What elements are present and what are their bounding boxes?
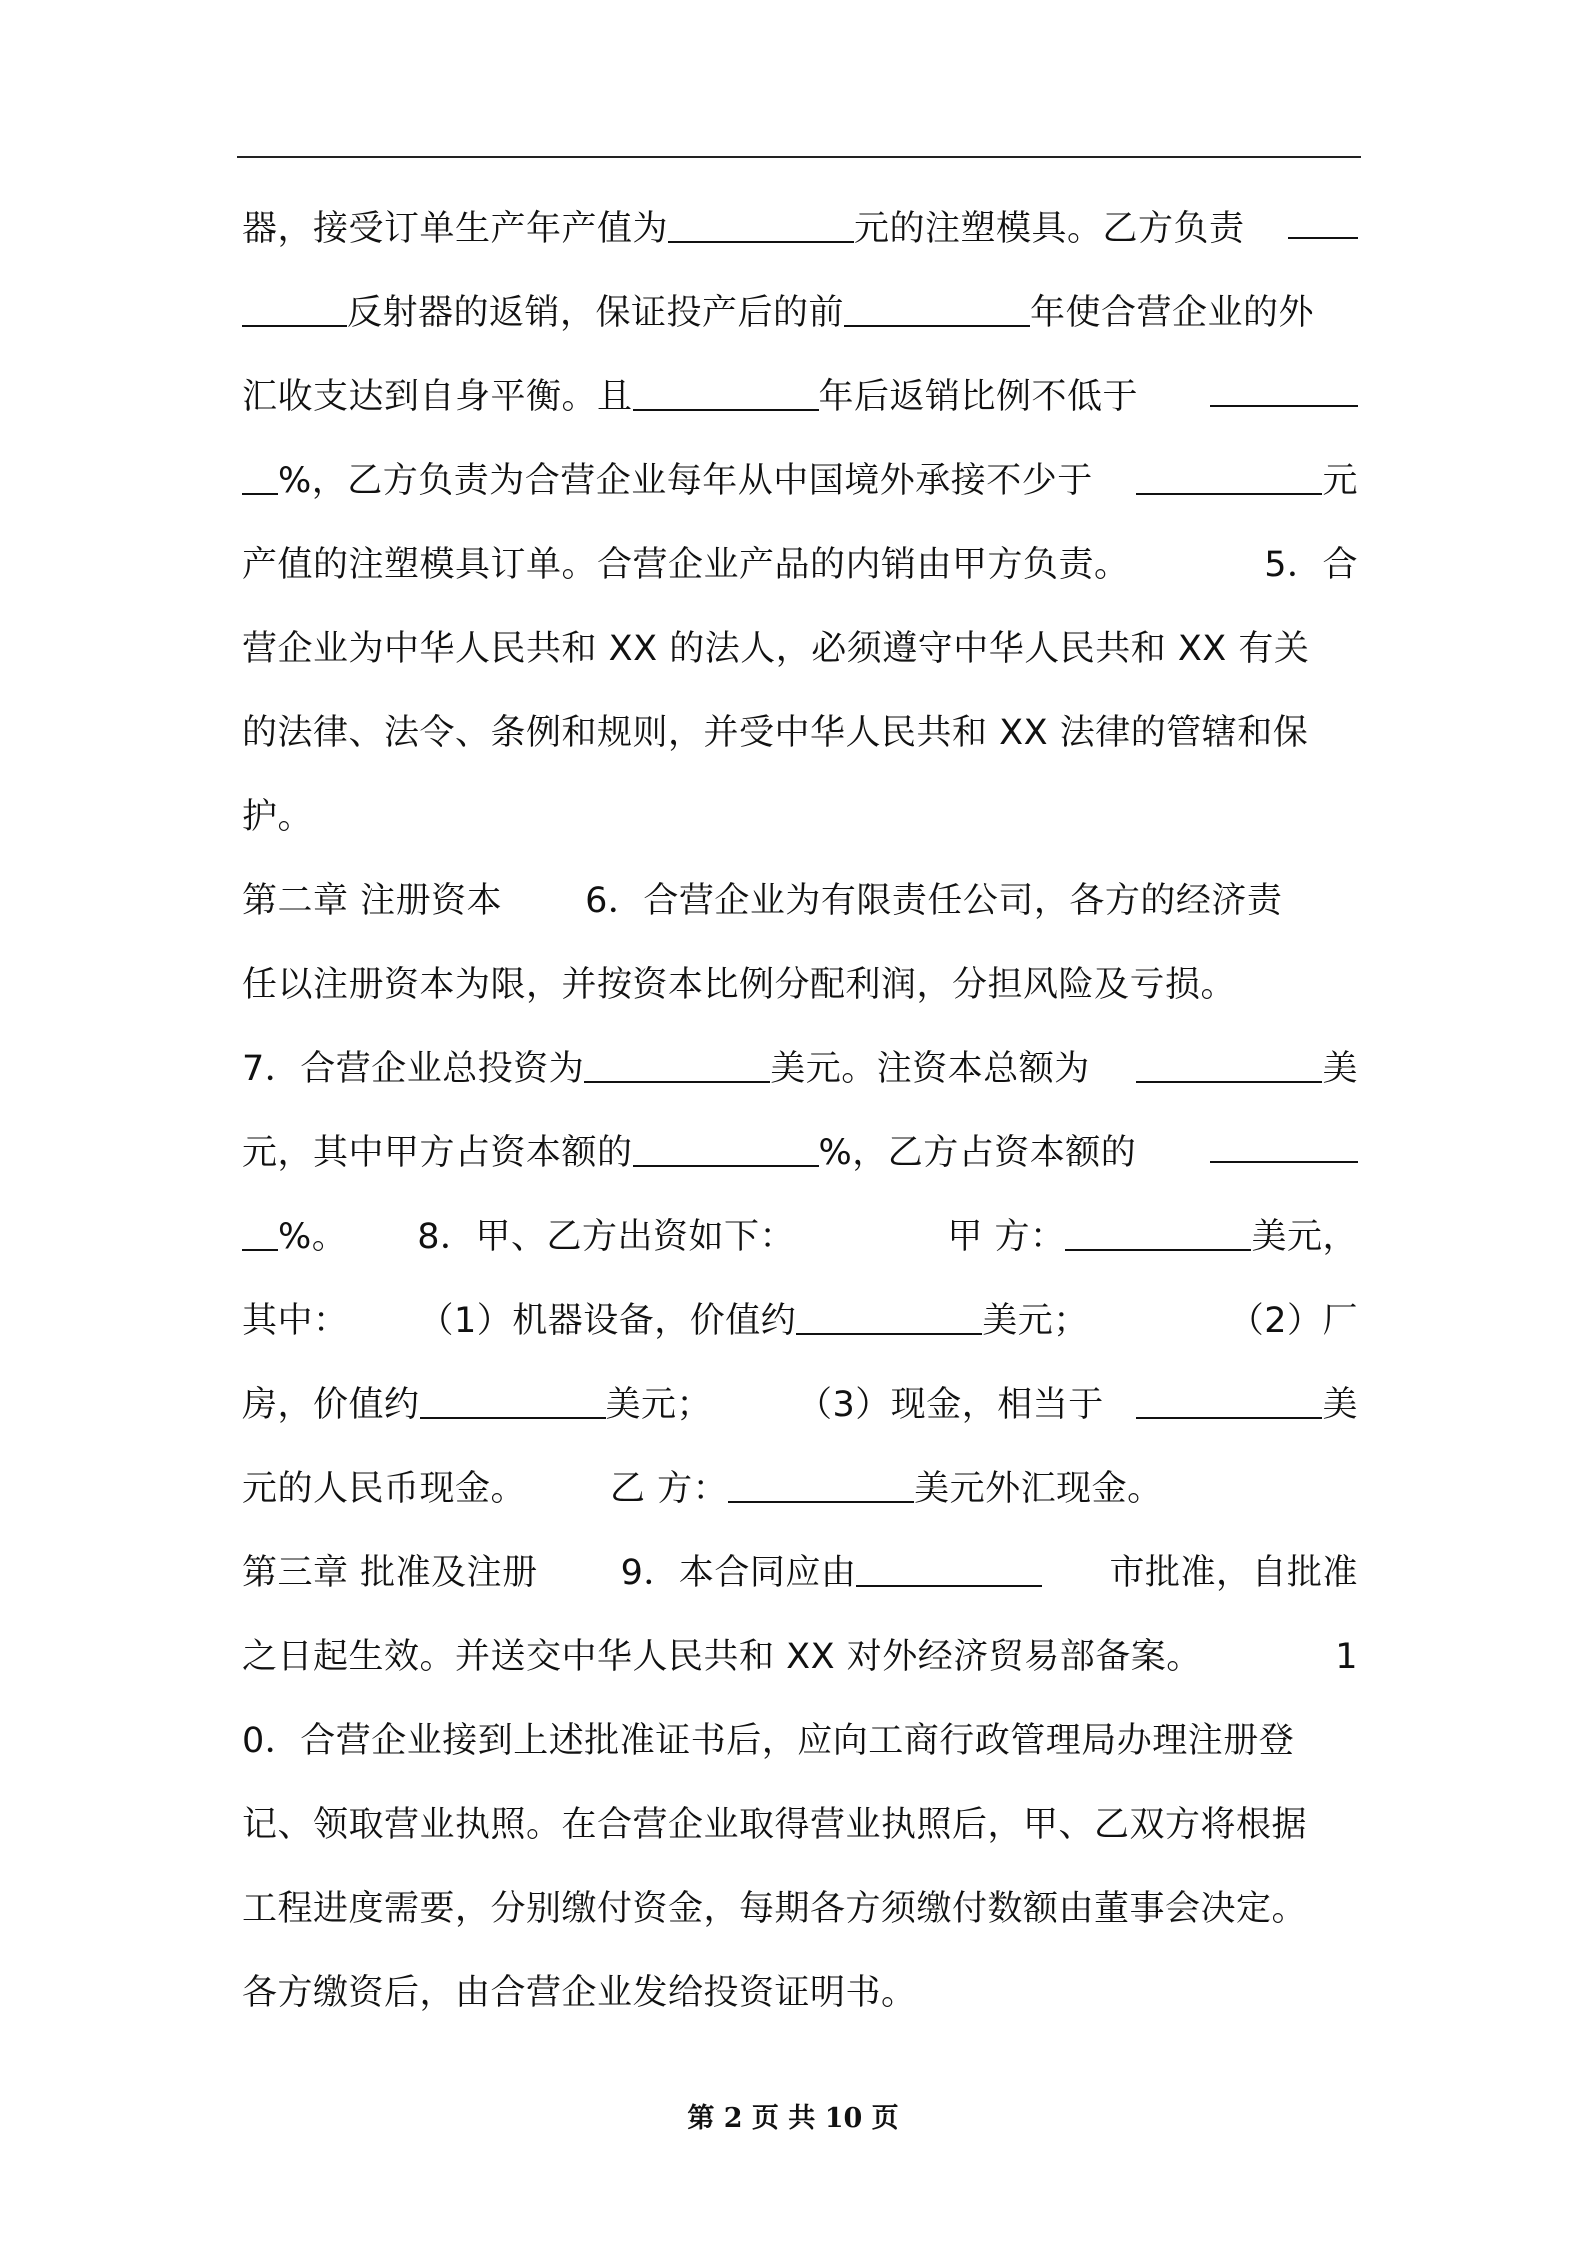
text-line: 反射器的返销，保证投产后的前 年使合营企业的外 (242, 283, 1358, 343)
text-line: 的法律、法令、条例和规则，并受中华人民共和 XX 法律的管辖和保 (242, 713, 1309, 753)
chapter-heading-line: 第三章 批准及注册 9．本合同应由 市批准，自批准 (242, 1543, 1358, 1603)
text-line: 器，接受订单生产年产值为 元的注塑模具。乙方负责 (242, 199, 1358, 259)
text-line: 营企业为中华人民共和 XX 的法人，必须遵守中华人民共和 XX 有关 (242, 629, 1310, 669)
text-line: 元，其中甲方占资本额的 %，乙方占资本额的 (242, 1123, 1358, 1183)
text-line: 任以注册资本为限，并按资本比例分配利润，分担风险及亏损。 (242, 965, 1237, 1005)
text-line: 房，价值约 美元； （3）现金，相当于 美 (242, 1375, 1358, 1435)
text-line: %，乙方负责为合营企业每年从中国境外承接不少于 元 (242, 451, 1358, 511)
chapter-heading-line: 第二章 注册资本 6．合营企业为有限责任公司，各方的经济责 (242, 881, 1283, 921)
header-rule (237, 156, 1361, 158)
text-line: 各方缴资后，由合营企业发给投资证明书。 (242, 1973, 917, 2013)
text-line: 记、领取营业执照。在合营企业取得营业执照后，甲、乙双方将根据 (242, 1805, 1308, 1845)
text-line: 之日起生效。并送交中华人民共和 XX 对外经济贸易部备案。 1 (242, 1637, 1358, 1677)
text-line: 0．合营企业接到上述批准证书后，应向工商行政管理局办理注册登 (242, 1721, 1295, 1761)
text-line: 元的人民币现金。 乙 方： 美元外汇现金。 (242, 1459, 1358, 1519)
text-line: %。 8．甲、乙方出资如下： 甲 方： 美元， (242, 1207, 1358, 1267)
page-number: 第 2 页 共 10 页 (687, 2103, 899, 2134)
text-line: 护。 (242, 797, 314, 837)
text-line: 工程进度需要，分别缴付资金，每期各方须缴付数额由董事会决定。 (242, 1889, 1308, 1929)
text-line: 7．合营企业总投资为 美元。注资本总额为 美 (242, 1039, 1358, 1099)
text-line: 汇收支达到自身平衡。且 年后返销比例不低于 (242, 367, 1358, 427)
text-line: 其中： （1）机器设备，价值约 美元； （2）厂 (242, 1291, 1358, 1351)
text-line: 产值的注塑模具订单。合营企业产品的内销由甲方负责。 5．合 (242, 545, 1358, 585)
